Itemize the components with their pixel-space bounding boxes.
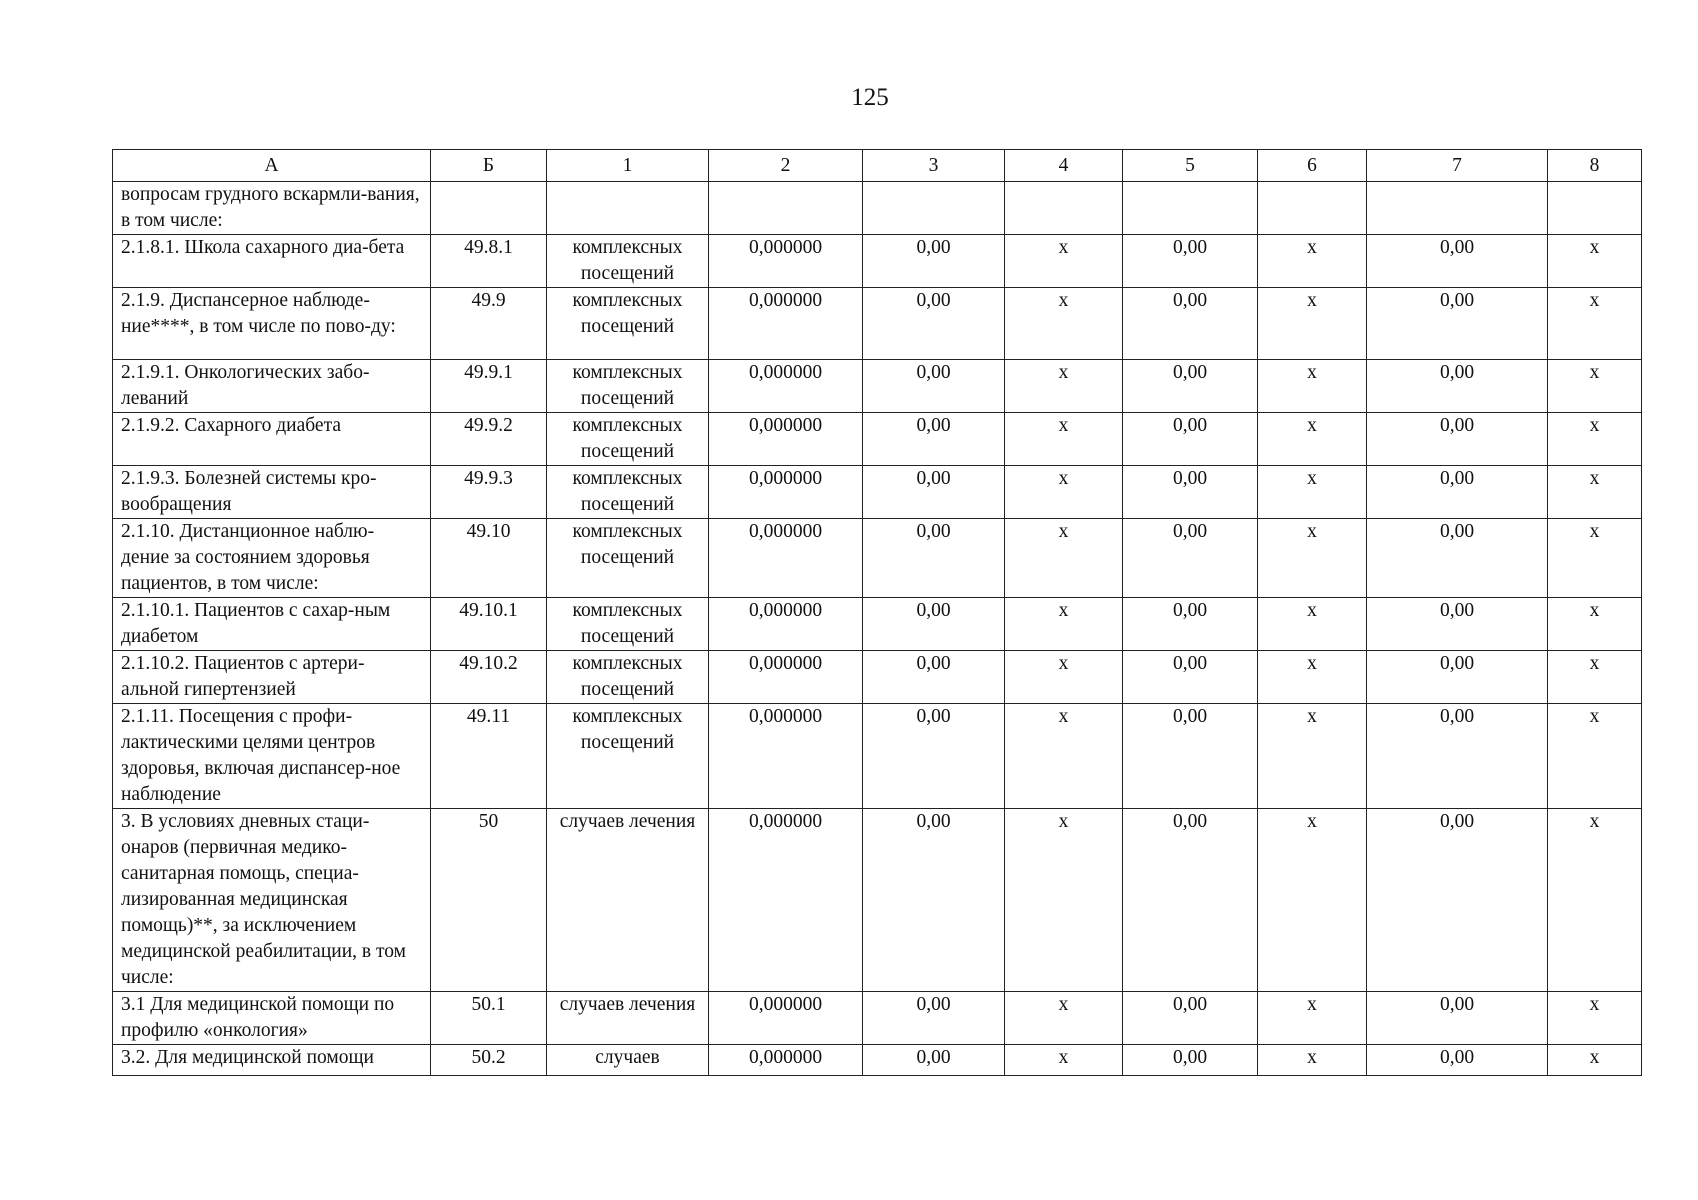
cell-col-1: комплексных посещений — [547, 651, 709, 704]
cell-col-7: 0,00 — [1367, 704, 1548, 809]
cell-col-2 — [709, 182, 863, 235]
cell-col-8: х — [1548, 704, 1642, 809]
cell-col-a: 2.1.9. Диспансерное наблюде-ние****, в том числе по пово-ду: — [113, 288, 431, 360]
cell-col-5: 0,00 — [1123, 413, 1258, 466]
cell-col-4: х — [1005, 360, 1123, 413]
cell-col-6: х — [1258, 466, 1367, 519]
cell-col-3: 0,00 — [863, 1045, 1005, 1076]
table-row — [113, 704, 1642, 809]
cell-col-5: 0,00 — [1123, 519, 1258, 598]
cell-col-3: 0,00 — [863, 288, 1005, 360]
cell-col-b: 50 — [431, 809, 547, 992]
cell-col-a: 2.1.8.1. Школа сахарного диа-бета — [113, 235, 431, 288]
cell-col-6: х — [1258, 235, 1367, 288]
cell-col-3: 0,00 — [863, 651, 1005, 704]
cell-col-b: 49.10 — [431, 519, 547, 598]
cell-col-8: х — [1548, 466, 1642, 519]
cell-col-8: х — [1548, 288, 1642, 360]
header-col-a: А — [113, 150, 431, 182]
cell-col-8: х — [1548, 992, 1642, 1045]
cell-col-7: 0,00 — [1367, 413, 1548, 466]
cell-col-5 — [1123, 182, 1258, 235]
cell-col-7: 0,00 — [1367, 360, 1548, 413]
cell-col-2: 0,000000 — [709, 413, 863, 466]
cell-col-8: х — [1548, 1045, 1642, 1076]
cell-col-2: 0,000000 — [709, 1045, 863, 1076]
cell-col-3: 0,00 — [863, 360, 1005, 413]
cell-col-3: 0,00 — [863, 466, 1005, 519]
cell-col-2: 0,000000 — [709, 519, 863, 598]
cell-col-1: случаев лечения — [547, 809, 709, 992]
cell-col-2: 0,000000 — [709, 992, 863, 1045]
cell-col-4: х — [1005, 704, 1123, 809]
cell-col-3: 0,00 — [863, 992, 1005, 1045]
cell-col-7 — [1367, 182, 1548, 235]
page-number: 125 — [851, 84, 889, 111]
cell-col-b: 49.9.2 — [431, 413, 547, 466]
cell-col-6: х — [1258, 809, 1367, 992]
cell-col-3: 0,00 — [863, 704, 1005, 809]
cell-col-2: 0,000000 — [709, 651, 863, 704]
header-col-b: Б — [431, 150, 547, 182]
cell-col-b: 49.9.1 — [431, 360, 547, 413]
cell-col-7: 0,00 — [1367, 651, 1548, 704]
header-col-2: 2 — [709, 150, 863, 182]
cell-col-5: 0,00 — [1123, 992, 1258, 1045]
data-table — [112, 149, 1642, 1076]
header-col-8: 8 — [1548, 150, 1642, 182]
cell-col-5: 0,00 — [1123, 598, 1258, 651]
cell-col-4 — [1005, 182, 1123, 235]
header-col-5: 5 — [1123, 150, 1258, 182]
cell-col-1 — [547, 182, 709, 235]
cell-col-4: х — [1005, 235, 1123, 288]
cell-col-a: 2.1.9.1. Онкологических забо-леваний — [113, 360, 431, 413]
cell-col-5: 0,00 — [1123, 651, 1258, 704]
cell-col-5: 0,00 — [1123, 288, 1258, 360]
cell-col-6: х — [1258, 598, 1367, 651]
table-row — [113, 182, 1642, 235]
cell-col-7: 0,00 — [1367, 288, 1548, 360]
cell-col-1: комплексных посещений — [547, 235, 709, 288]
cell-col-b: 49.9 — [431, 288, 547, 360]
cell-col-2: 0,000000 — [709, 466, 863, 519]
table-row — [113, 466, 1642, 519]
table-row — [113, 360, 1642, 413]
cell-col-4: х — [1005, 288, 1123, 360]
cell-col-4: х — [1005, 413, 1123, 466]
table-row — [113, 519, 1642, 598]
cell-col-7: 0,00 — [1367, 809, 1548, 992]
cell-col-b: 49.8.1 — [431, 235, 547, 288]
cell-col-b: 49.11 — [431, 704, 547, 809]
table-row — [113, 413, 1642, 466]
cell-col-8 — [1548, 182, 1642, 235]
cell-col-a: 2.1.10. Дистанционное наблю-дение за состоянием здоровья пациентов, в том числе: — [113, 519, 431, 598]
cell-col-8: х — [1548, 598, 1642, 651]
cell-col-5: 0,00 — [1123, 235, 1258, 288]
cell-col-2: 0,000000 — [709, 288, 863, 360]
cell-col-8: х — [1548, 651, 1642, 704]
cell-col-4: х — [1005, 519, 1123, 598]
cell-col-4: х — [1005, 651, 1123, 704]
cell-col-b: 49.10.1 — [431, 598, 547, 651]
cell-col-3: 0,00 — [863, 598, 1005, 651]
table-row — [113, 1045, 1642, 1076]
cell-col-1: комплексных посещений — [547, 360, 709, 413]
cell-col-2: 0,000000 — [709, 360, 863, 413]
cell-col-1: комплексных посещений — [547, 413, 709, 466]
cell-col-6 — [1258, 182, 1367, 235]
cell-col-6: х — [1258, 704, 1367, 809]
cell-col-7: 0,00 — [1367, 1045, 1548, 1076]
cell-col-5: 0,00 — [1123, 466, 1258, 519]
cell-col-2: 0,000000 — [709, 809, 863, 992]
cell-col-5: 0,00 — [1123, 809, 1258, 992]
cell-col-4: х — [1005, 466, 1123, 519]
cell-col-4: х — [1005, 598, 1123, 651]
cell-col-6: х — [1258, 651, 1367, 704]
cell-col-a: 2.1.9.2. Сахарного диабета — [113, 413, 431, 466]
header-col-4: 4 — [1005, 150, 1123, 182]
cell-col-2: 0,000000 — [709, 704, 863, 809]
table-row — [113, 992, 1642, 1045]
cell-col-1: случаев — [547, 1045, 709, 1076]
cell-col-6: х — [1258, 519, 1367, 598]
cell-col-4: х — [1005, 809, 1123, 992]
cell-col-1: комплексных посещений — [547, 704, 709, 809]
cell-col-6: х — [1258, 1045, 1367, 1076]
cell-col-a: 2.1.11. Посещения с профи-лактическими целями центров здоровья, включая диспансер-ное наблюдение — [113, 704, 431, 809]
table-row — [113, 235, 1642, 288]
cell-col-8: х — [1548, 809, 1642, 992]
cell-col-6: х — [1258, 360, 1367, 413]
header-col-6: 6 — [1258, 150, 1367, 182]
cell-col-1: случаев лечения — [547, 992, 709, 1045]
cell-col-6: х — [1258, 288, 1367, 360]
cell-col-4: х — [1005, 1045, 1123, 1076]
cell-col-a: вопросам грудного вскармли-вания, в том числе: — [113, 182, 431, 235]
table-row — [113, 288, 1642, 360]
cell-col-b: 50.2 — [431, 1045, 547, 1076]
cell-col-5: 0,00 — [1123, 704, 1258, 809]
header-row — [113, 150, 1642, 182]
cell-col-7: 0,00 — [1367, 519, 1548, 598]
cell-col-4: х — [1005, 992, 1123, 1045]
cell-col-b: 49.10.2 — [431, 651, 547, 704]
cell-col-6: х — [1258, 413, 1367, 466]
cell-col-1: комплексных посещений — [547, 598, 709, 651]
cell-col-8: х — [1548, 413, 1642, 466]
cell-col-1: комплексных посещений — [547, 519, 709, 598]
cell-col-6: х — [1258, 992, 1367, 1045]
cell-col-5: 0,00 — [1123, 360, 1258, 413]
cell-col-b — [431, 182, 547, 235]
cell-col-3 — [863, 182, 1005, 235]
cell-col-a: 3.1 Для медицинской помощи по профилю «онкология» — [113, 992, 431, 1045]
header-col-7: 7 — [1367, 150, 1548, 182]
table-row — [113, 651, 1642, 704]
header-col-3: 3 — [863, 150, 1005, 182]
cell-col-2: 0,000000 — [709, 598, 863, 651]
cell-col-8: х — [1548, 519, 1642, 598]
cell-col-7: 0,00 — [1367, 598, 1548, 651]
cell-col-3: 0,00 — [863, 809, 1005, 992]
cell-col-1: комплексных посещений — [547, 466, 709, 519]
cell-col-1: комплексных посещений — [547, 288, 709, 360]
cell-col-5: 0,00 — [1123, 1045, 1258, 1076]
table-body — [113, 182, 1642, 1076]
cell-col-3: 0,00 — [863, 519, 1005, 598]
cell-col-8: х — [1548, 360, 1642, 413]
table-row — [113, 809, 1642, 992]
header-col-1: 1 — [547, 150, 709, 182]
cell-col-7: 0,00 — [1367, 235, 1548, 288]
cell-col-b: 49.9.3 — [431, 466, 547, 519]
cell-col-2: 0,000000 — [709, 235, 863, 288]
cell-col-a: 3.2. Для медицинской помощи — [113, 1045, 431, 1076]
cell-col-a: 3. В условиях дневных стаци-онаров (первичная медико-санитарная помощь, специа-лизированная медицинская помощь)**, за исключением медицинской реабилитации, в том числе: — [113, 809, 431, 992]
cell-col-a: 2.1.10.1. Пациентов с сахар-ным диабетом — [113, 598, 431, 651]
cell-col-3: 0,00 — [863, 413, 1005, 466]
table-row — [113, 598, 1642, 651]
cell-col-7: 0,00 — [1367, 466, 1548, 519]
cell-col-3: 0,00 — [863, 235, 1005, 288]
cell-col-a: 2.1.9.3. Болезней системы кро-вообращения — [113, 466, 431, 519]
cell-col-8: х — [1548, 235, 1642, 288]
cell-col-a: 2.1.10.2. Пациентов с артери-альной гипертензией — [113, 651, 431, 704]
cell-col-7: 0,00 — [1367, 992, 1548, 1045]
cell-col-b: 50.1 — [431, 992, 547, 1045]
